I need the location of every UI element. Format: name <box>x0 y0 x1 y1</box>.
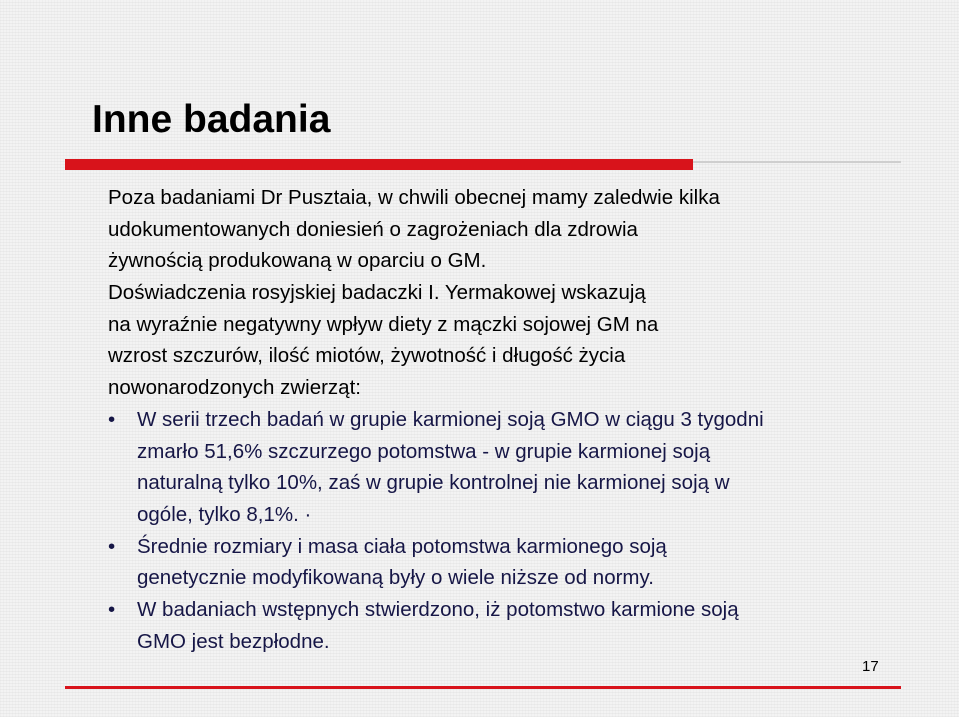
bullet-line: ogóle, tylko 8,1%. · <box>137 502 312 526</box>
title-underline-accent <box>65 159 693 170</box>
intro-line: udokumentowanych doniesień o zagrożeniach dla zdrowia <box>108 217 638 241</box>
bullet-icon: • <box>108 407 116 431</box>
bullet-line: zmarło 51,6% szczurzego potomstwa - w grupie karmionej soją <box>137 439 711 463</box>
footer-accent-line <box>65 686 901 689</box>
bullet-item-mortality <box>108 404 908 531</box>
intro-line: Poza badaniami Dr Pusztaia, w chwili obecnej mamy zaledwie kilka <box>108 186 720 209</box>
slide-title: Inne badania <box>92 98 331 141</box>
bullet-line: W badaniach wstępnych stwierdzono, iż potomstwo karmione soją <box>137 597 739 621</box>
page-number: 17 <box>862 658 879 675</box>
intro-line: nowonarodzonych zwierząt: <box>108 376 361 400</box>
slide-body <box>108 182 908 657</box>
intro-line: żywnością produkowaną w oparciu o GM. <box>108 249 487 273</box>
bullet-line: GMO jest bezpłodne. <box>137 629 330 653</box>
bullet-item-infertility <box>108 594 908 657</box>
intro-line: Doświadczenia rosyjskiej badaczki I. Yermakowej wskazują <box>108 281 646 305</box>
intro-line: na wyraźnie negatywny wpływ diety z mączki sojowej GM na <box>108 312 659 336</box>
bullet-line: genetycznie modyfikowaną były o wiele niższe od normy. <box>137 566 654 590</box>
bullet-line: W serii trzech badań w grupie karmionej soją GMO w ciągu 3 tygodni <box>137 407 764 431</box>
bullet-icon: • <box>108 534 116 558</box>
title-underline <box>65 159 901 173</box>
bullet-line: naturalną tylko 10%, zaś w grupie kontrolnej nie karmionej soją w <box>137 471 730 495</box>
bullet-list <box>108 404 908 658</box>
intro-line: wzrost szczurów, ilość miotów, żywotność i długość życia <box>108 344 626 368</box>
bullet-icon: • <box>108 597 116 621</box>
title-underline-thin <box>693 161 901 163</box>
bullet-line: Średnie rozmiary i masa ciała potomstwa karmionego soją <box>137 534 667 558</box>
bullet-item-body-size <box>108 531 908 594</box>
